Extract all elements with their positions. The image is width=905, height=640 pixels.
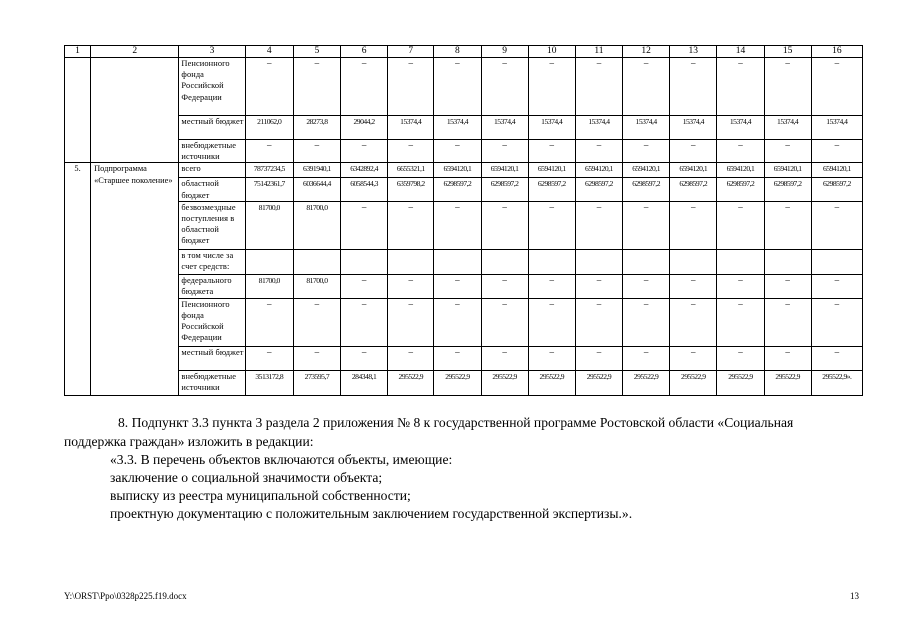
value-cell-col-15: – (764, 58, 811, 116)
value-cell-col-13: 15374,4 (670, 116, 717, 140)
paragraph-8-line-2: поддержка граждан» изложить в редакции: (64, 434, 314, 449)
table-row (65, 346, 863, 370)
table-row (65, 178, 863, 201)
funding-source-cell: местный бюджет (179, 116, 245, 140)
funding-source-cell: областной бюджет (179, 178, 245, 201)
value-cell-col-9: – (481, 58, 528, 116)
value-cell-col-8: – (434, 274, 481, 298)
value-cell-col-13 (670, 249, 717, 274)
financing-table (64, 45, 863, 396)
header-cell-col-9: 9 (481, 46, 528, 58)
value-cell-col-15: – (764, 201, 811, 249)
value-cell-col-4: – (245, 298, 293, 346)
value-cell-col-4: 211062,0 (245, 116, 293, 140)
value-cell-col-9: – (481, 298, 528, 346)
value-cell-col-10: 295522,9 (528, 370, 575, 395)
value-cell-col-16: 15374,4 (811, 116, 862, 140)
value-cell-col-9: – (481, 274, 528, 298)
value-cell-col-6: – (341, 201, 388, 249)
value-cell-col-8: 295522,9 (434, 370, 481, 395)
value-cell-col-9 (481, 249, 528, 274)
value-cell-col-7: – (388, 274, 434, 298)
value-cell-col-9: 295522,9 (481, 370, 528, 395)
value-cell-col-7: – (388, 58, 434, 116)
value-cell-col-8: 6594120,1 (434, 163, 481, 178)
value-cell-col-14: – (717, 140, 764, 163)
table-row (65, 249, 863, 274)
value-cell-col-16: – (811, 58, 862, 116)
value-cell-col-16: – (811, 346, 862, 370)
value-cell-col-16 (811, 249, 862, 274)
value-cell-col-6: 29044,2 (341, 116, 388, 140)
value-cell-col-15: 295522,9 (764, 370, 811, 395)
header-cell-col-1: 1 (65, 46, 91, 58)
program-name-cell (91, 58, 179, 163)
value-cell-col-8: 6298597,2 (434, 178, 481, 201)
value-cell-col-16: 295522,9». (811, 370, 862, 395)
value-cell-col-15: 15374,4 (764, 116, 811, 140)
value-cell-col-14: 6594120,1 (717, 163, 764, 178)
value-cell-col-15: – (764, 298, 811, 346)
header-cell-col-12: 12 (623, 46, 670, 58)
value-cell-col-13: – (670, 346, 717, 370)
table-row (65, 163, 863, 178)
table-row (65, 370, 863, 395)
value-cell-col-12: 295522,9 (623, 370, 670, 395)
value-cell-col-11: 6594120,1 (575, 163, 622, 178)
value-cell-col-11: – (575, 274, 622, 298)
value-cell-col-9: 15374,4 (481, 116, 528, 140)
funding-source-cell: местный бюджет (179, 346, 245, 370)
program-name-cell: Подпрограмма «Старшее поколение» (91, 163, 179, 395)
value-cell-col-5: 6391940,1 (293, 163, 340, 178)
value-cell-col-6: – (341, 346, 388, 370)
value-cell-col-7: – (388, 201, 434, 249)
value-cell-col-14 (717, 249, 764, 274)
value-cell-col-10: 6594120,1 (528, 163, 575, 178)
value-cell-col-16: – (811, 140, 862, 163)
value-cell-col-15: – (764, 140, 811, 163)
value-cell-col-10: – (528, 140, 575, 163)
paragraph-8-line-1: 8. Подпункт 3.3 пункта 3 раздела 2 приложения № 8 к государственной программе Ростовской области «Социальная (118, 415, 794, 430)
value-cell-col-15 (764, 249, 811, 274)
table-row (65, 140, 863, 163)
value-cell-col-14: 6298597,2 (717, 178, 764, 201)
value-cell-col-14: – (717, 298, 764, 346)
value-cell-col-5: 81700,0 (293, 274, 340, 298)
value-cell-col-11: 295522,9 (575, 370, 622, 395)
value-cell-col-8: – (434, 140, 481, 163)
value-cell-col-12: 6298597,2 (623, 178, 670, 201)
value-cell-col-13: 295522,9 (670, 370, 717, 395)
value-cell-col-4: 81700,0 (245, 274, 293, 298)
header-cell-col-16: 16 (811, 46, 862, 58)
value-cell-col-14: 295522,9 (717, 370, 764, 395)
table-body (65, 46, 863, 396)
value-cell-col-13: – (670, 201, 717, 249)
table-row (65, 116, 863, 140)
value-cell-col-4: 78737234,5 (245, 163, 293, 178)
funding-source-cell: безвозмездные поступления в областной бюджет (179, 201, 245, 249)
header-cell-col-7: 7 (388, 46, 434, 58)
value-cell-col-10: – (528, 58, 575, 116)
funding-source-cell: внебюджетные источники (179, 140, 245, 163)
value-cell-col-8: 15374,4 (434, 116, 481, 140)
table-row (65, 274, 863, 298)
value-cell-col-6: – (341, 58, 388, 116)
page-number: 13 (850, 591, 859, 601)
value-cell-col-5: – (293, 140, 340, 163)
value-cell-col-13: 6594120,1 (670, 163, 717, 178)
value-cell-col-5 (293, 249, 340, 274)
value-cell-col-4: 81700,0 (245, 201, 293, 249)
header-cell-col-8: 8 (434, 46, 481, 58)
value-cell-col-13: – (670, 140, 717, 163)
value-cell-col-7: 6359798,2 (388, 178, 434, 201)
value-cell-col-15: 6298597,2 (764, 178, 811, 201)
value-cell-col-9: – (481, 201, 528, 249)
value-cell-col-9: – (481, 346, 528, 370)
table-header-row (65, 46, 863, 58)
value-cell-col-12: – (623, 58, 670, 116)
value-cell-col-12: – (623, 201, 670, 249)
value-cell-col-9: – (481, 140, 528, 163)
funding-source-cell: внебюджетные источники (179, 370, 245, 395)
value-cell-col-10: – (528, 346, 575, 370)
value-cell-col-11: – (575, 140, 622, 163)
value-cell-col-12 (623, 249, 670, 274)
value-cell-col-7: – (388, 298, 434, 346)
value-cell-col-15: – (764, 274, 811, 298)
paragraph-item-project-documentation: проектную документацию с положительным заключением государственной экспертизы.». (110, 506, 633, 521)
value-cell-col-9: 6298597,2 (481, 178, 528, 201)
value-cell-col-11: – (575, 58, 622, 116)
value-cell-col-7: 295522,9 (388, 370, 434, 395)
value-cell-col-4 (245, 249, 293, 274)
value-cell-col-7: 6655321,1 (388, 163, 434, 178)
value-cell-col-14: – (717, 346, 764, 370)
value-cell-col-12: 6594120,1 (623, 163, 670, 178)
paragraph-item-registry-extract: выписку из реестра муниципальной собственности; (110, 488, 411, 503)
value-cell-col-5: – (293, 346, 340, 370)
footer-file-path: Y:\ORST\Ppo\0328p225.f19.docx (64, 591, 187, 601)
value-cell-col-4: – (245, 346, 293, 370)
value-cell-col-7 (388, 249, 434, 274)
value-cell-col-5: 81700,0 (293, 201, 340, 249)
row-number-cell: 5. (65, 163, 91, 395)
funding-source-cell: федерального бюджета (179, 274, 245, 298)
value-cell-col-7: – (388, 140, 434, 163)
value-cell-col-11: 6298597,2 (575, 178, 622, 201)
value-cell-col-13: – (670, 298, 717, 346)
value-cell-col-5: – (293, 298, 340, 346)
value-cell-col-12: – (623, 274, 670, 298)
value-cell-col-11: – (575, 201, 622, 249)
value-cell-col-16: 6298597,2 (811, 178, 862, 201)
value-cell-col-15: – (764, 346, 811, 370)
value-cell-col-5: 273595,7 (293, 370, 340, 395)
value-cell-col-14: 15374,4 (717, 116, 764, 140)
value-cell-col-5: 6036644,4 (293, 178, 340, 201)
value-cell-col-6: 284348,1 (341, 370, 388, 395)
value-cell-col-10: 15374,4 (528, 116, 575, 140)
value-cell-col-4: 3513172,8 (245, 370, 293, 395)
value-cell-col-11: 15374,4 (575, 116, 622, 140)
row-number-cell (65, 58, 91, 163)
value-cell-col-10: – (528, 298, 575, 346)
header-cell-col-11: 11 (575, 46, 622, 58)
value-cell-col-6: – (341, 298, 388, 346)
value-cell-col-16: – (811, 274, 862, 298)
value-cell-col-6 (341, 249, 388, 274)
paragraph-3-3-intro: «3.3. В перечень объектов включаются объекты, имеющие: (110, 452, 453, 467)
value-cell-col-15: 6594120,1 (764, 163, 811, 178)
value-cell-col-10: 6298597,2 (528, 178, 575, 201)
value-cell-col-6: 6058544,3 (341, 178, 388, 201)
value-cell-col-12: 15374,4 (623, 116, 670, 140)
header-cell-col-4: 4 (245, 46, 293, 58)
funding-source-cell: всего (179, 163, 245, 178)
value-cell-col-12: – (623, 346, 670, 370)
value-cell-col-14: – (717, 274, 764, 298)
value-cell-col-7: 15374,4 (388, 116, 434, 140)
value-cell-col-5: 28273,8 (293, 116, 340, 140)
table-row (65, 201, 863, 249)
header-cell-col-6: 6 (341, 46, 388, 58)
value-cell-col-11 (575, 249, 622, 274)
value-cell-col-11: – (575, 346, 622, 370)
value-cell-col-7: – (388, 346, 434, 370)
paragraph-item-conclusion: заключение о социальной значимости объекта; (110, 470, 383, 485)
header-cell-col-2: 2 (91, 46, 179, 58)
value-cell-col-4: 75142361,7 (245, 178, 293, 201)
value-cell-col-10 (528, 249, 575, 274)
value-cell-col-9: 6594120,1 (481, 163, 528, 178)
value-cell-col-6: 6342892,4 (341, 163, 388, 178)
value-cell-col-13: 6298597,2 (670, 178, 717, 201)
value-cell-col-11: – (575, 298, 622, 346)
value-cell-col-8: – (434, 298, 481, 346)
value-cell-col-10: – (528, 274, 575, 298)
header-cell-col-5: 5 (293, 46, 340, 58)
value-cell-col-13: – (670, 58, 717, 116)
value-cell-col-8: – (434, 346, 481, 370)
table-row (65, 58, 863, 116)
value-cell-col-8: – (434, 201, 481, 249)
value-cell-col-8: – (434, 58, 481, 116)
value-cell-col-8 (434, 249, 481, 274)
value-cell-col-13: – (670, 274, 717, 298)
value-cell-col-10: – (528, 201, 575, 249)
table-row (65, 298, 863, 346)
funding-source-cell: Пенсионного фонда Российской Федерации (179, 58, 245, 116)
value-cell-col-14: – (717, 58, 764, 116)
value-cell-col-5: – (293, 58, 340, 116)
header-cell-col-10: 10 (528, 46, 575, 58)
value-cell-col-12: – (623, 140, 670, 163)
value-cell-col-4: – (245, 140, 293, 163)
funding-source-cell: Пенсионного фонда Российской Федерации (179, 298, 245, 346)
funding-source-cell: в том числе за счет средств: (179, 249, 245, 274)
value-cell-col-12: – (623, 298, 670, 346)
value-cell-col-6: – (341, 140, 388, 163)
value-cell-col-16: – (811, 298, 862, 346)
value-cell-col-4: – (245, 58, 293, 116)
value-cell-col-14: – (717, 201, 764, 249)
value-cell-col-16: – (811, 201, 862, 249)
value-cell-col-16: 6594120,1 (811, 163, 862, 178)
header-cell-col-14: 14 (717, 46, 764, 58)
header-cell-col-3: 3 (179, 46, 245, 58)
header-cell-col-13: 13 (670, 46, 717, 58)
value-cell-col-6: – (341, 274, 388, 298)
header-cell-col-15: 15 (764, 46, 811, 58)
